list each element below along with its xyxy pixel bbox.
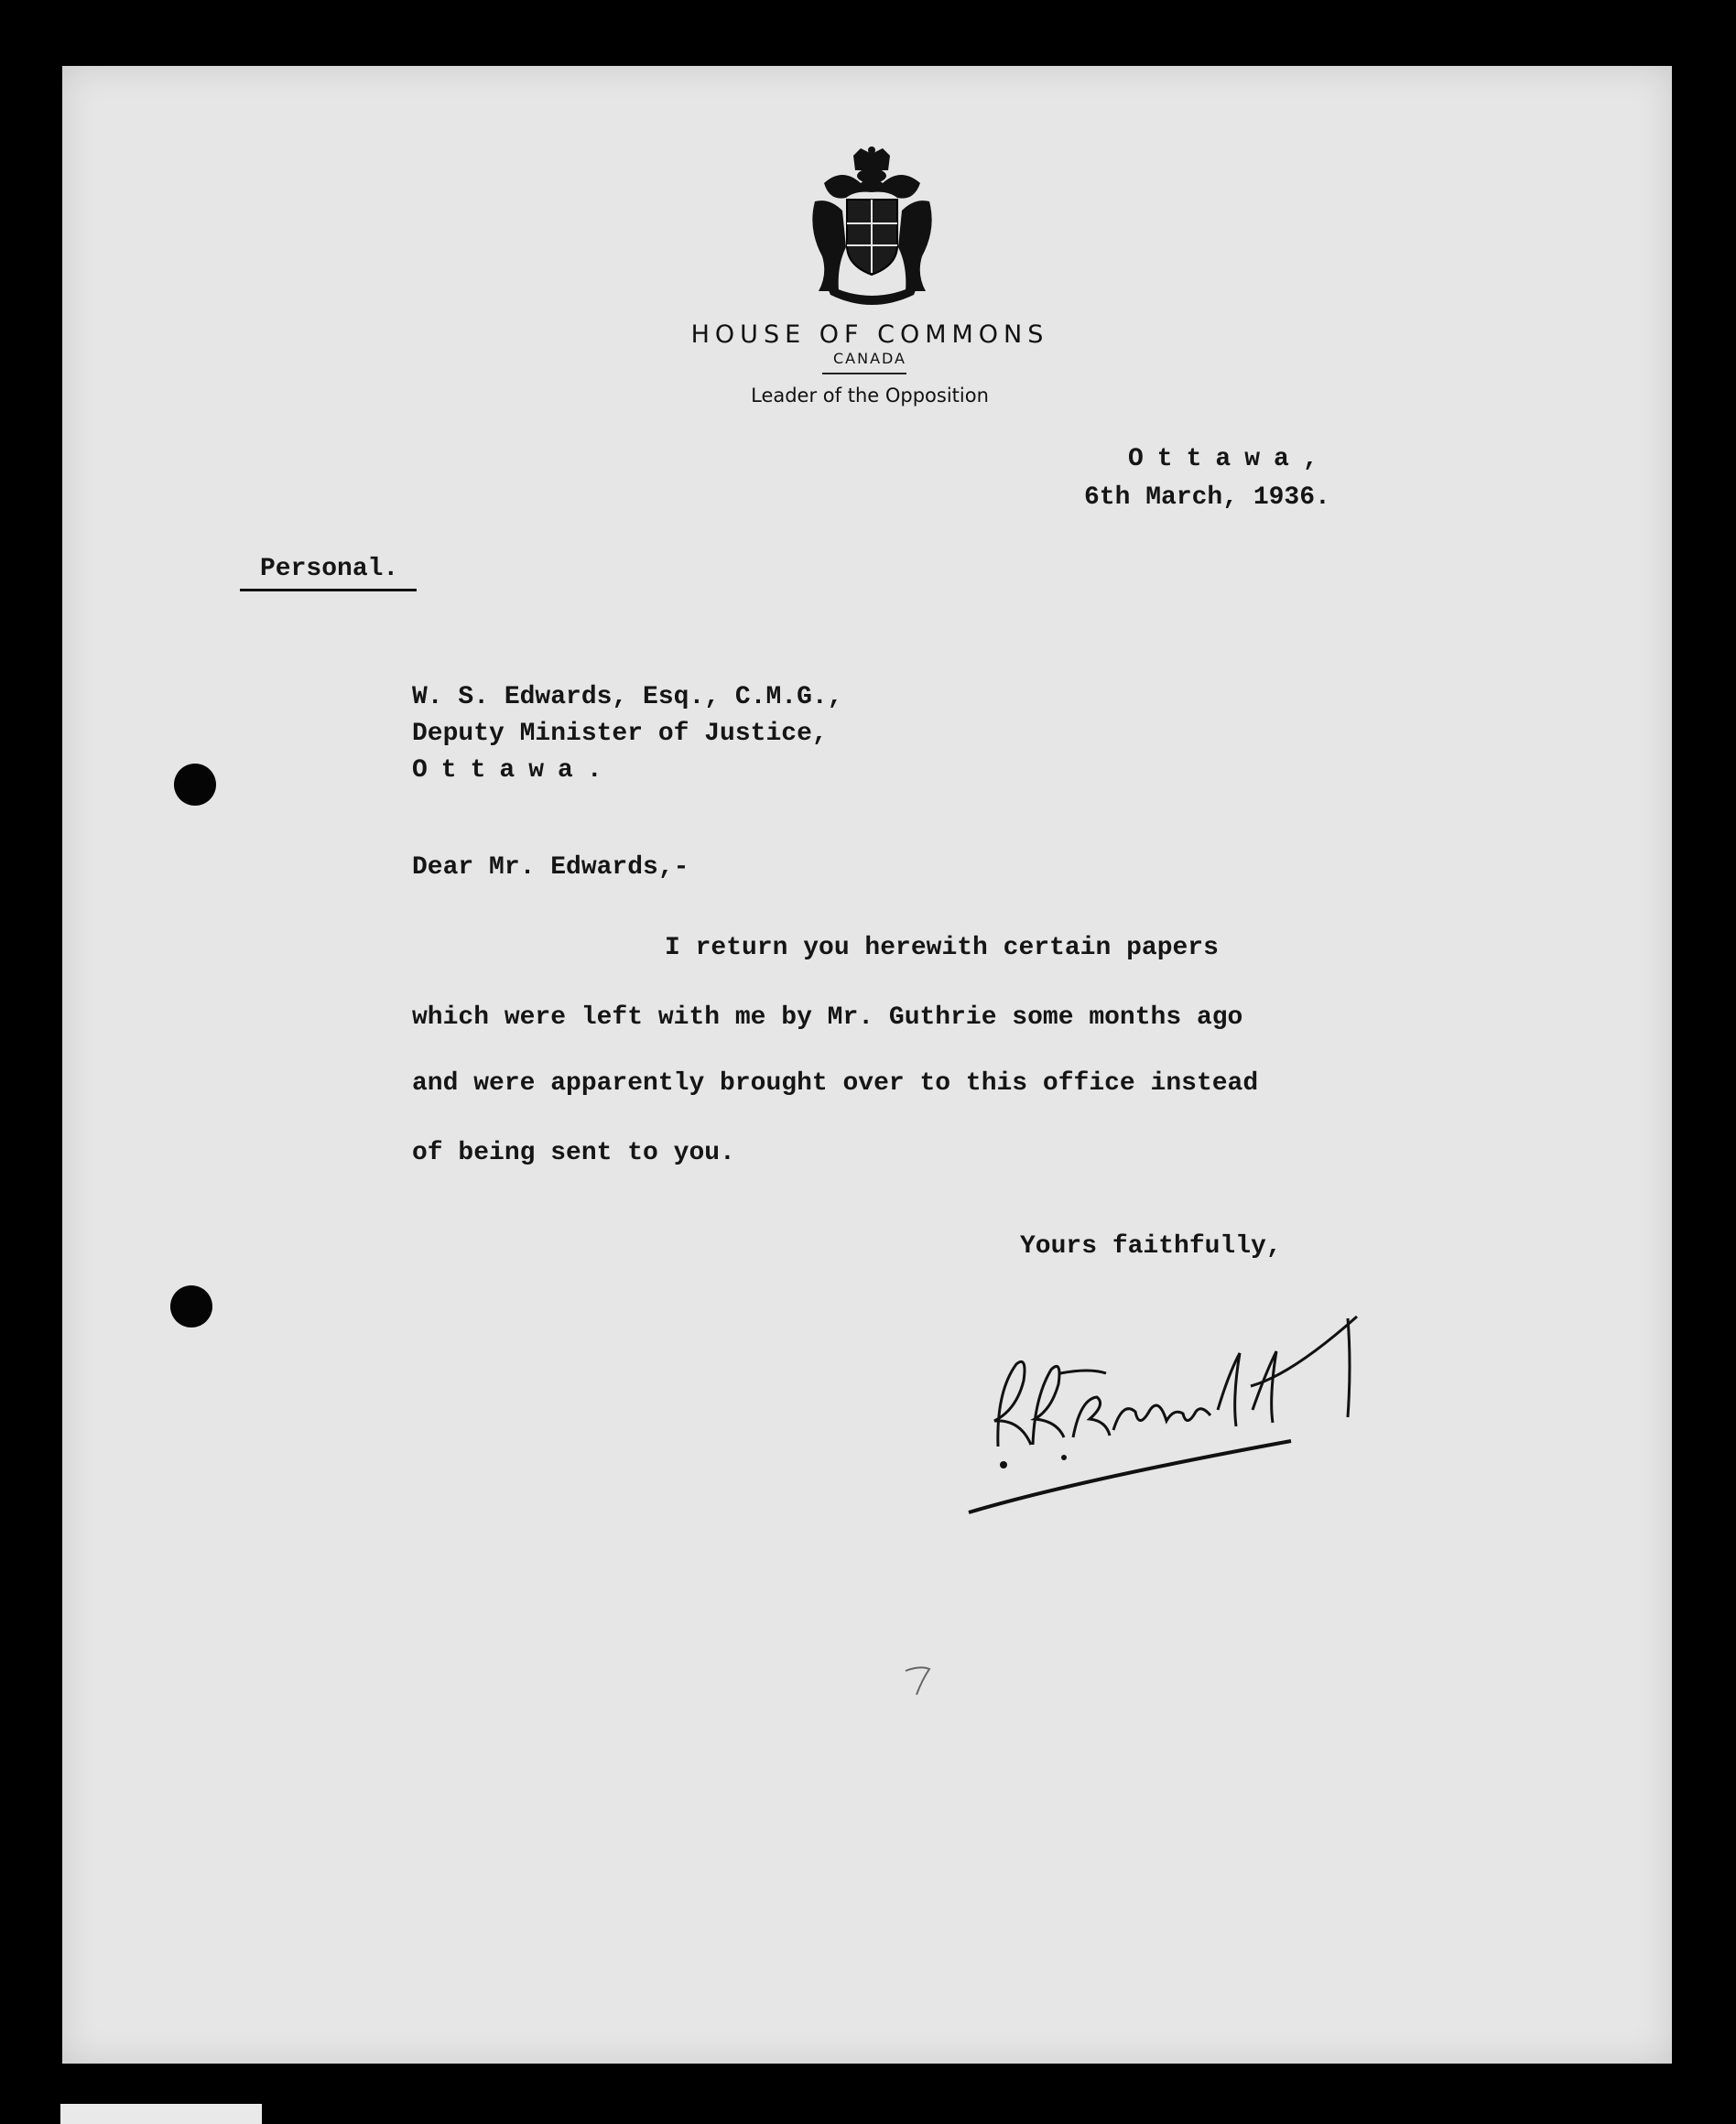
punch-hole-top (174, 764, 216, 806)
handwritten-signature (943, 1309, 1401, 1529)
closing: Yours faithfully, (1020, 1232, 1282, 1261)
addressee-line-1: W. S. Edwards, Esq., C.M.G., (412, 683, 843, 711)
salutation: Dear Mr. Edwards,- (412, 853, 689, 882)
letterhead-country: CANADA (832, 350, 906, 367)
pencil-mark (902, 1662, 939, 1698)
body-line-3: and were apparently brought over to this office instead (412, 1069, 1259, 1098)
letterhead-rule (822, 373, 906, 374)
addressee-line-3: Ottawa. (412, 756, 616, 785)
personal-marking: Personal. (240, 555, 417, 591)
punch-hole-bottom (170, 1285, 212, 1328)
royal-coat-of-arms-icon (806, 146, 939, 311)
letterhead-title: HOUSE OF COMMONS (690, 320, 1049, 349)
body-line-2: which were left with me by Mr. Guthrie some months ago (412, 1003, 1243, 1032)
dateline-place: Ottawa, (1128, 445, 1332, 473)
body-line-4: of being sent to you. (412, 1139, 735, 1167)
body-line-1: I return you herewith certain papers (665, 934, 1219, 962)
letterhead-office: Leader of the Opposition (751, 385, 989, 406)
addressee-line-2: Deputy Minister of Justice, (412, 720, 828, 748)
scan-edge-strip (60, 2104, 262, 2124)
dateline-date: 6th March, 1936. (1084, 483, 1330, 512)
